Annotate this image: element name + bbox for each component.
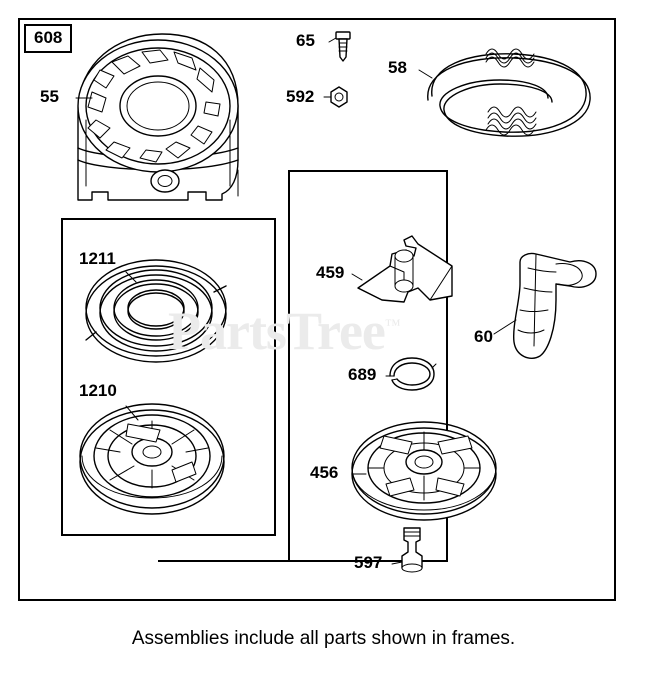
part-1210-pulley: [80, 404, 224, 514]
callout-459: 459: [316, 263, 345, 282]
part-58-rope: [428, 49, 590, 136]
watermark: PartsTree™: [168, 301, 400, 361]
part-689-retaining-ring: [390, 358, 436, 390]
callout-456: 456: [310, 463, 339, 482]
callout-592: 592: [286, 87, 315, 106]
part-592-nut: [331, 87, 347, 107]
part-55-recoil-housing: [78, 34, 238, 200]
callout-55: 55: [40, 87, 59, 106]
part-65-screw: [336, 32, 350, 61]
callout-65: 65: [296, 31, 315, 50]
part-597-stud: [402, 528, 422, 572]
callout-689: 689: [348, 365, 377, 384]
part-459-pawl: [358, 236, 452, 302]
part-60-starter-handle: [514, 253, 596, 358]
assembly-number-box: 608: [24, 24, 72, 53]
diagram-caption: Assemblies include all parts shown in frames.: [131, 628, 516, 649]
callout-58: 58: [388, 58, 407, 77]
part-456-clutch-assembly: [352, 422, 496, 520]
callout-60: 60: [474, 327, 493, 346]
callout-597: 597: [354, 553, 383, 572]
callout-1210: 1210: [79, 381, 117, 400]
callout-1211: 1211: [79, 249, 116, 268]
